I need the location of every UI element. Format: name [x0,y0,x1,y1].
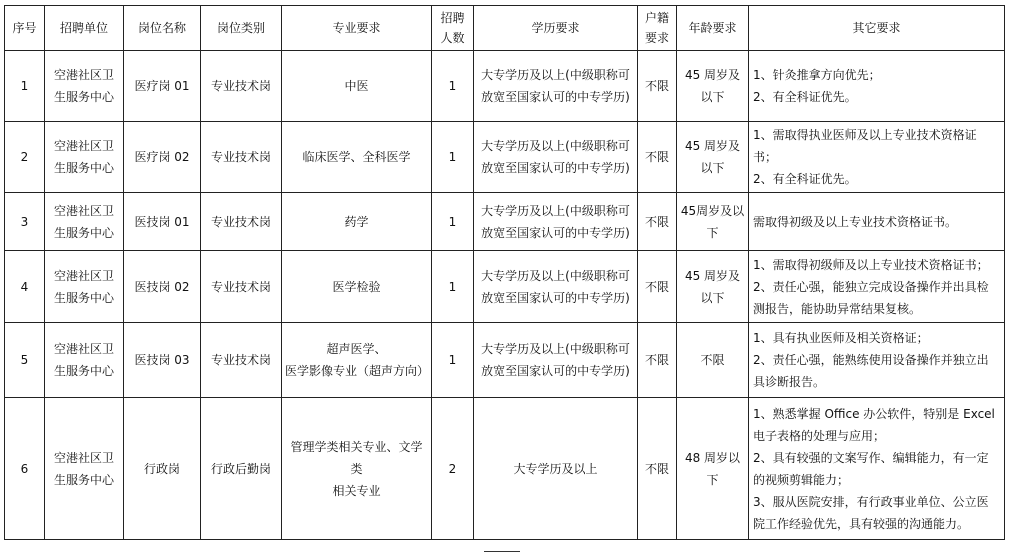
cell-no: 1 [5,51,45,122]
header-huji: 户籍 要求 [638,6,677,51]
cell-count: 1 [432,51,474,122]
cell-category: 专业技术岗 [201,193,282,251]
page-edge-mark [484,551,520,552]
header-count: 招聘 人数 [432,6,474,51]
table-row [5,51,1005,122]
header-position: 岗位名称 [124,6,201,51]
cell-position: 医疗岗 01 [124,51,201,122]
cell-education: 大专学历及以上(中级职称可 放宽至国家认可的中专学历) [474,122,638,193]
cell-category: 专业技术岗 [201,323,282,398]
table-row [5,122,1005,193]
cell-count: 1 [432,122,474,193]
header-major: 专业要求 [282,6,432,51]
cell-category: 专业技术岗 [201,251,282,323]
cell-education: 大专学历及以上 [474,398,638,540]
table-row [5,398,1005,540]
cell-age: 45 周岁及以下 [677,51,749,122]
cell-unit: 空港社区卫 生服务中心 [45,251,124,323]
header-other: 其它要求 [749,6,1005,51]
table-row [5,193,1005,251]
cell-count: 1 [432,251,474,323]
cell-education: 大专学历及以上(中级职称可 放宽至国家认可的中专学历) [474,251,638,323]
cell-position: 医技岗 02 [124,251,201,323]
cell-huji: 不限 [638,251,677,323]
cell-category: 专业技术岗 [201,122,282,193]
cell-huji: 不限 [638,323,677,398]
cell-other: 1、熟悉掌握 Office 办公软件，特别是 Excel 电子表格的处理与应用； 2、具有较强的文案写作、编辑能力，有一定 的视频剪辑能力； 3、服从医院安排，有行政事业单位、公立医 院工作经验优先，具有较强的沟通能力。 [749,398,1005,540]
cell-major: 管理学类相关专业、文学类 相关专业 [282,398,432,540]
cell-huji: 不限 [638,51,677,122]
recruitment-table [4,5,1005,540]
cell-age: 45周岁及以下 [677,193,749,251]
cell-age: 48 周岁以下 [677,398,749,540]
table-header-row [5,6,1005,51]
cell-position: 医技岗 03 [124,323,201,398]
cell-huji: 不限 [638,122,677,193]
cell-category: 专业技术岗 [201,51,282,122]
table-row [5,323,1005,398]
header-no: 序号 [5,6,45,51]
cell-no: 2 [5,122,45,193]
cell-major: 中医 [282,51,432,122]
header-unit: 招聘单位 [45,6,124,51]
cell-age: 45 周岁及以下 [677,251,749,323]
cell-unit: 空港社区卫 生服务中心 [45,398,124,540]
cell-count: 2 [432,398,474,540]
cell-unit: 空港社区卫 生服务中心 [45,193,124,251]
cell-major: 药学 [282,193,432,251]
header-education: 学历要求 [474,6,638,51]
cell-count: 1 [432,193,474,251]
cell-huji: 不限 [638,398,677,540]
cell-education: 大专学历及以上(中级职称可 放宽至国家认可的中专学历) [474,51,638,122]
cell-position: 医技岗 01 [124,193,201,251]
cell-no: 6 [5,398,45,540]
cell-no: 3 [5,193,45,251]
cell-unit: 空港社区卫 生服务中心 [45,323,124,398]
header-age: 年龄要求 [677,6,749,51]
cell-other: 1、需取得执业医师及以上专业技术资格证 书； 2、有全科证优先。 [749,122,1005,193]
cell-other: 1、需取得初级师及以上专业技术资格证书； 2、责任心强，能独立完成设备操作并出具检 测报告，能协助异常结果复核。 [749,251,1005,323]
cell-major: 临床医学、全科医学 [282,122,432,193]
cell-no: 5 [5,323,45,398]
recruitment-table-container [4,5,1005,540]
cell-huji: 不限 [638,193,677,251]
cell-category: 行政后勤岗 [201,398,282,540]
cell-education: 大专学历及以上(中级职称可 放宽至国家认可的中专学历) [474,323,638,398]
cell-no: 4 [5,251,45,323]
cell-age: 不限 [677,323,749,398]
cell-count: 1 [432,323,474,398]
cell-education: 大专学历及以上(中级职称可 放宽至国家认可的中专学历) [474,193,638,251]
header-category: 岗位类别 [201,6,282,51]
cell-other: 1、针灸推拿方向优先； 2、有全科证优先。 [749,51,1005,122]
cell-other: 1、具有执业医师及相关资格证； 2、责任心强，能熟练使用设备操作并独立出 具诊断报告。 [749,323,1005,398]
cell-age: 45 周岁及以下 [677,122,749,193]
cell-unit: 空港社区卫 生服务中心 [45,122,124,193]
cell-other: 需取得初级及以上专业技术资格证书。 [749,193,1005,251]
cell-major: 超声医学、 医学影像专业（超声方向） [282,323,432,398]
cell-major: 医学检验 [282,251,432,323]
cell-position: 医疗岗 02 [124,122,201,193]
cell-unit: 空港社区卫 生服务中心 [45,51,124,122]
cell-position: 行政岗 [124,398,201,540]
table-row [5,251,1005,323]
